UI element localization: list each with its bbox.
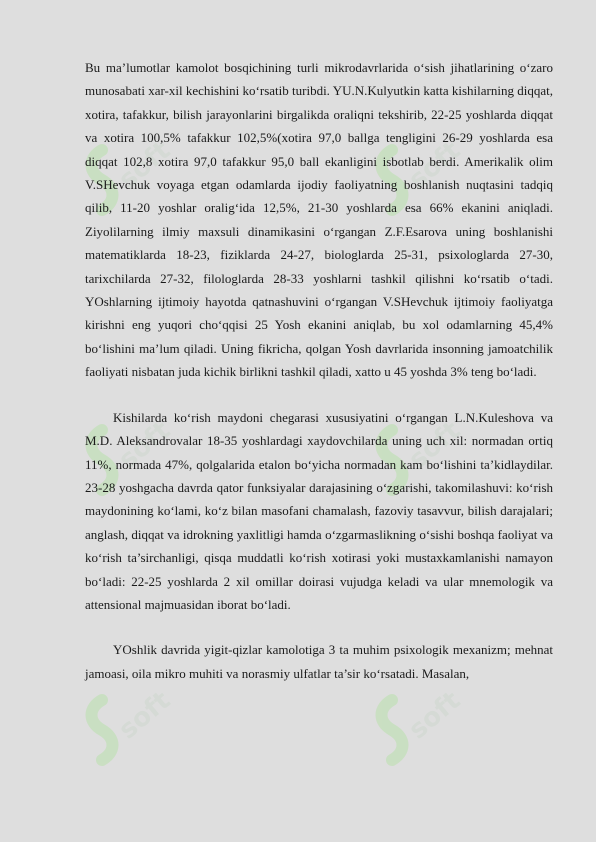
svg-text:soft: soft	[113, 415, 177, 476]
svg-text:soft: soft	[403, 415, 467, 476]
paragraph-gap	[85, 616, 553, 638]
svg-text:soft: soft	[113, 685, 177, 746]
document-body	[85, 56, 553, 685]
paragraph: Bu ma’lumotlar kamolot bosqichining turli mikrodavrlarida o‘sish jihatlarining o‘zaro munosabati xar-xil kechishini ko‘rsatib turibdi. YU.N.Kulyutkin katta kishilarning diqqat, xotira, tafakkur, bilish jarayonlarini birgalikda oraliqni tekshirib, 22-25 yoshlarda diqqat va xotira 100,5% tafakkur 102,5%(xotira 97,0 ballga tengligini 26-29 yoshlarda esa diqqat 102,8 xotira 97,0 tafakkur 95,0 ball ekanligini isbotlab berdi. Amerikalik olim V.SHevchuk voyaga etgan odamlarda ijodiy faoliyatning boshlanish nuqtasini tadqiq qilib, 11-20 yoshlar oralig‘ida 12,5%, 21-30 yoshlarda esa 66% ekanini aniqladi. Ziyolilarning ilmiy maxsuli dinamikasini o‘rgangan Z.F.Esarova uning boshlanishi matematiklarda 18-23, fiziklarda 24-27, biologlarda 25-31, psixologlarda 27-30, tarixchilarda 27-32, filologlarda 28-33 yoshlarni tashkil qilishni ko‘rsatib o‘tadi. YOshlarning ijtimoiy hayotda qatnashuvini o‘rgangan V.SHevchuk ijtimoiy faoliyatga kirishni eng yuqori cho‘qqisi 25 Yosh ekanini aniqlab, bu xol odamlarning 45,4% bo‘lishini ma’lum qiladi. Uning fikricha, qolgan Yosh davrlarida insonning jamoatchilik faoliyati nisbatan juda kichik birlikni tashkil qiladi, xatto u 45 yoshda 3% teng bo‘ladi.	[85, 60, 553, 380]
paragraph: YOshlik davrida yigit-qizlar kamolotiga 3 ta muhim psixologik mexanizm; mehnat jamoasi, oila mikro muhiti va norasmiy ulfatlar ta’sir ko‘rsatadi. Masalan,	[85, 642, 553, 681]
watermark-logo-icon	[92, 686, 177, 760]
watermark-logo-icon	[382, 686, 467, 760]
paragraph-gap	[85, 384, 553, 406]
svg-text:soft: soft	[403, 685, 467, 746]
svg-text:soft: soft	[113, 135, 177, 196]
paragraph: Kishilarda ko‘rish maydoni chegarasi xususiyatini o‘rgangan L.N.Kuleshova va M.D. Aleksandrovalar 18-35 yoshlardagi xaydovchilarda uning uch xil: normadan ortiq 11%, normada 47%, qolgalarida etalon bo‘yicha normadan kam bo‘lishini ta’kidlaydilar. 23-28 yoshgacha davrda qator funksiyalar darajasining o‘zgarishi, takomilashuvi: ko‘rish maydonining ko‘lami, ko‘z bilan masofani chamalash, fazoviy tasavvur, bilish darajalari; anglash, diqqat va idrokning yaxlitligi hamda o‘zgarmaslikning o‘sishi boshqa faoliyat va ko‘rish ta’sirchanligi, qisqa muddatli ko‘rish xotirasi yoki mustaxkamlanishi namayon bo‘ladi: 22-25 yoshlarda 2 xil omillar doirasi vujudga keladi va ular mnemologik va attensional majmuasidan iborat bo‘ladi.	[85, 409, 553, 612]
svg-text:soft: soft	[403, 135, 467, 196]
